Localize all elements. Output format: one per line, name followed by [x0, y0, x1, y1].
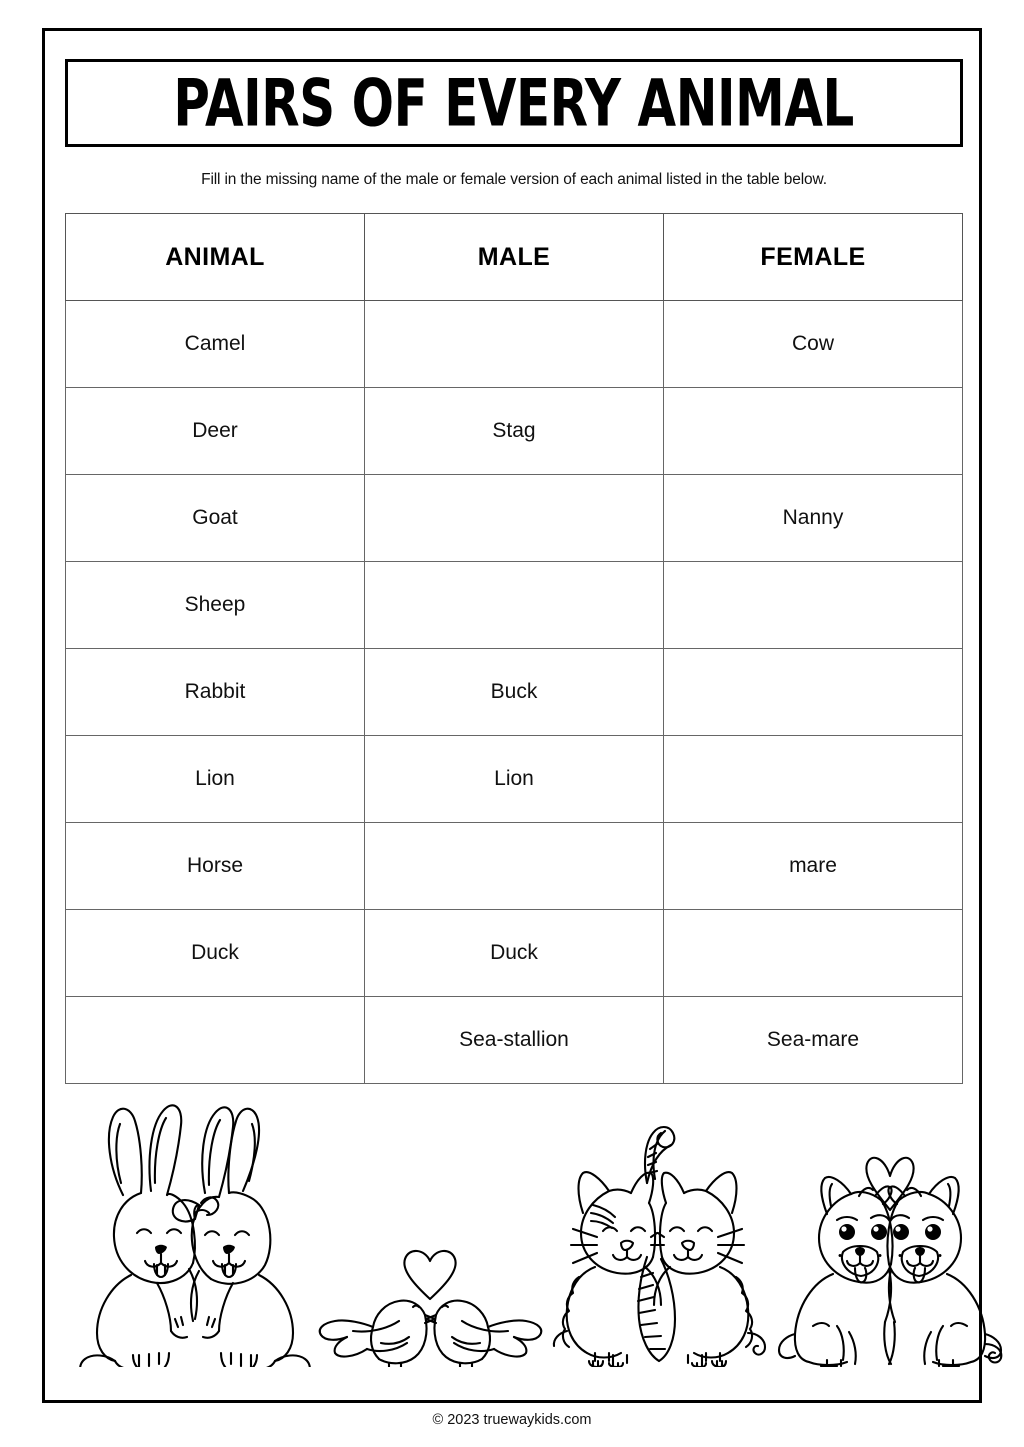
table-body [66, 301, 963, 1084]
cell-female[interactable] [664, 736, 963, 823]
column-header-animal: ANIMAL [66, 214, 365, 301]
cell-animal: Deer [66, 388, 365, 475]
cat-pair-icon [535, 1117, 780, 1367]
cell-male[interactable]: Stag [365, 388, 664, 475]
cell-male[interactable] [365, 823, 664, 910]
cell-animal: Duck [66, 910, 365, 997]
cell-male[interactable]: Duck [365, 910, 664, 997]
cell-female[interactable]: mare [664, 823, 963, 910]
table-row [66, 301, 963, 388]
table-header-row-group [66, 214, 963, 301]
rabbit-pair-icon [71, 1087, 316, 1367]
cell-female[interactable]: Nanny [664, 475, 963, 562]
cell-animal: Rabbit [66, 649, 365, 736]
cell-male[interactable] [365, 301, 664, 388]
illustration-strip [65, 1077, 963, 1367]
cell-male[interactable] [365, 475, 664, 562]
cell-animal: Sheep [66, 562, 365, 649]
cell-male[interactable]: Sea-stallion [365, 997, 664, 1084]
table-row [66, 997, 963, 1084]
column-header-male: MALE [365, 214, 664, 301]
table-row [66, 649, 963, 736]
cell-male[interactable]: Buck [365, 649, 664, 736]
table-header-row [66, 214, 963, 301]
table-row [66, 562, 963, 649]
cell-male[interactable] [365, 562, 664, 649]
cell-animal[interactable] [66, 997, 365, 1084]
instructions-text: Fill in the missing name of the male or female version of each animal listed in the table below. [201, 171, 827, 188]
table-row [66, 388, 963, 475]
page-border-frame [42, 28, 982, 1403]
cell-female[interactable] [664, 562, 963, 649]
column-header-female: FEMALE [664, 214, 963, 301]
bird-pair-icon [313, 1217, 548, 1367]
page-title: PAIRS OF EVERY ANIMAL [173, 64, 855, 142]
cell-animal: Camel [66, 301, 365, 388]
cell-female[interactable] [664, 388, 963, 475]
cell-female[interactable]: Sea-mare [664, 997, 963, 1084]
table-row [66, 910, 963, 997]
cell-female[interactable] [664, 649, 963, 736]
cell-animal: Horse [66, 823, 365, 910]
cell-female[interactable]: Cow [664, 301, 963, 388]
title-box [65, 59, 963, 147]
heart-shape [404, 1251, 455, 1299]
table-row [66, 736, 963, 823]
footer-credit: © 2023 truewaykids.com [432, 1412, 592, 1428]
cell-animal: Lion [66, 736, 365, 823]
heart-shape [866, 1158, 913, 1210]
cell-female[interactable] [664, 910, 963, 997]
dog-pair-icon [775, 1122, 1005, 1367]
cell-animal: Goat [66, 475, 365, 562]
cell-male[interactable]: Lion [365, 736, 664, 823]
pairs-table [65, 213, 963, 1084]
table-row [66, 823, 963, 910]
table-row [66, 475, 963, 562]
